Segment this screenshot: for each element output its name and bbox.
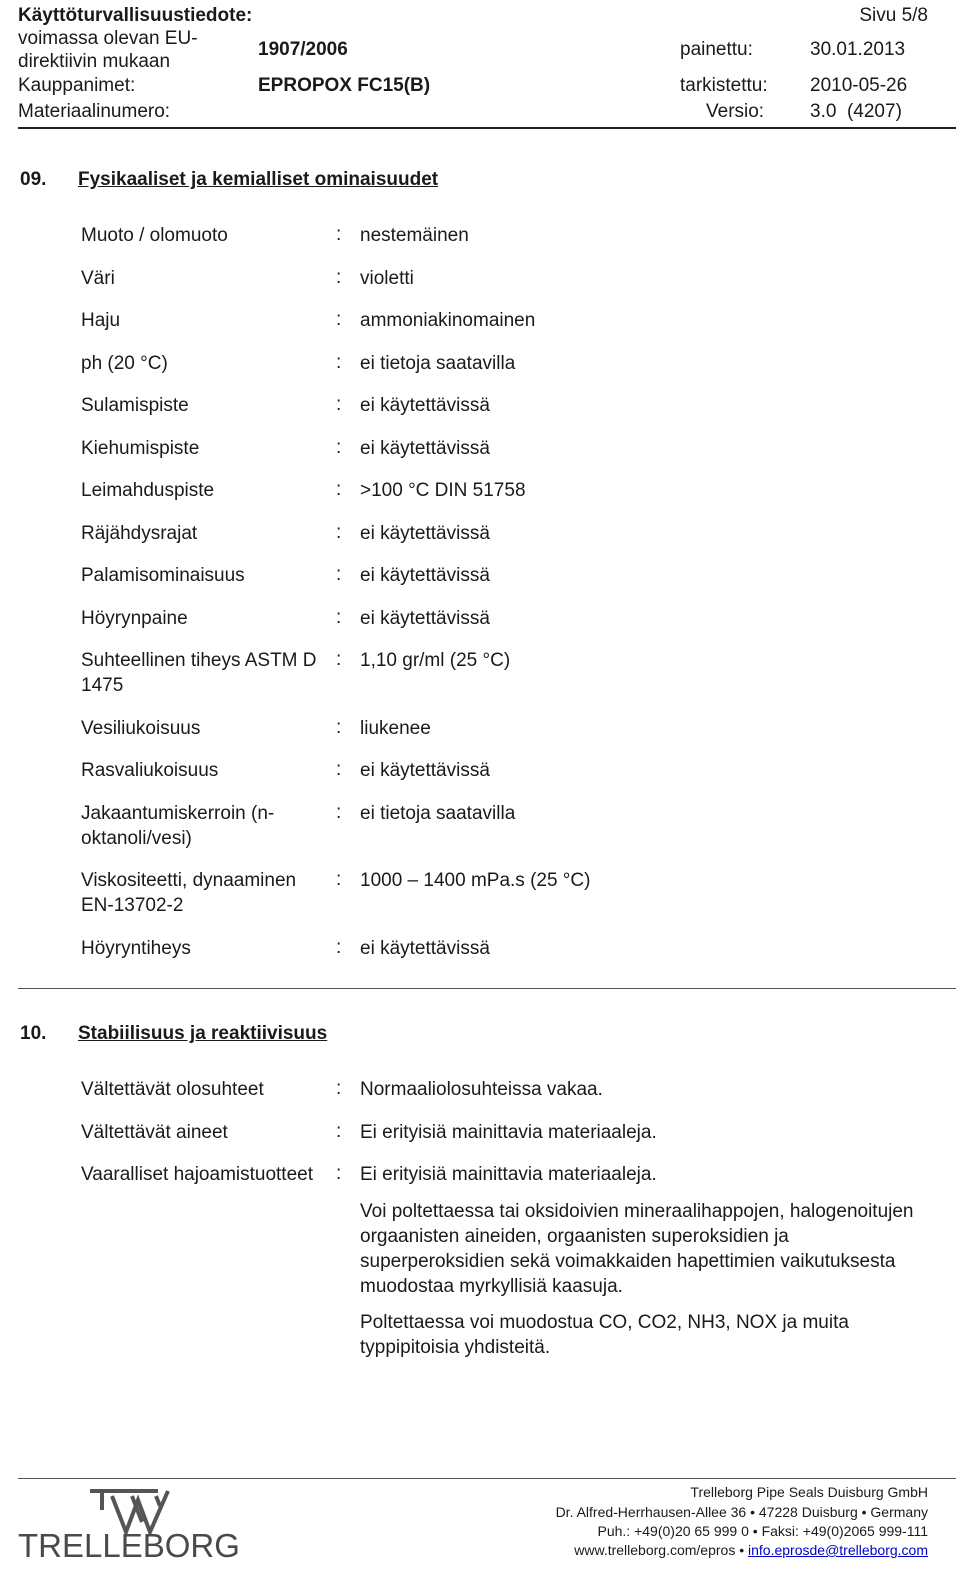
regulation-number: 1907/2006 xyxy=(258,39,348,60)
property-value: ei käytettävissä xyxy=(360,608,490,629)
regulation-text-line1: voimassa olevan EU- xyxy=(18,28,198,49)
property-value: 1,10 gr/ml (25 °C) xyxy=(360,650,511,671)
property-colon: : xyxy=(336,649,342,670)
page-number: Sivu 5/8 xyxy=(859,5,928,26)
footer-company: Trelleborg Pipe Seals Duisburg GmbH xyxy=(690,1484,928,1500)
property-label: Vesiliukoisuus xyxy=(81,718,201,739)
material-number-label: Materiaalinumero: xyxy=(18,101,171,122)
section-9-number: 09. xyxy=(20,169,47,190)
combustion-note: Poltettaessa voi muodostua CO, CO2, NH3, NOX ja muita typpipitoisia yhdisteitä. xyxy=(360,1312,849,1358)
version-number: 3.0 (4207) xyxy=(810,101,902,122)
property-colon: : xyxy=(336,607,342,628)
decomposition-note: Voi poltettaessa tai oksidoivien mineraalihappojen, halogenoitujen orgaanisten aineiden, orgaanisten superoksidien ja superperoksidien sekä voimakkaiden hapettimien vaikutuksesta muodostaa myrkyllisiä kaasuja. xyxy=(360,1201,914,1297)
property-label: Viskositeetti, dynaaminen EN-13702-2 xyxy=(81,870,297,916)
property-value: violetti xyxy=(360,268,414,289)
property-label: Vältettävät olosuhteet xyxy=(81,1079,264,1100)
header-divider xyxy=(18,127,956,129)
section-divider xyxy=(18,988,956,989)
document-type: Käyttöturvallisuustiedote: xyxy=(18,5,253,26)
property-colon: : xyxy=(336,564,342,585)
revised-label: tarkistettu: xyxy=(680,75,768,96)
property-value: 1000 – 1400 mPa.s (25 °C) xyxy=(360,870,591,891)
property-colon: : xyxy=(336,224,342,245)
property-colon: : xyxy=(336,522,342,543)
property-colon: : xyxy=(336,1078,342,1099)
footer-divider xyxy=(18,1478,956,1479)
property-label: Haju xyxy=(81,310,121,331)
printed-date: 30.01.2013 xyxy=(810,39,906,60)
property-value: >100 °C DIN 51758 xyxy=(360,480,526,501)
property-label: Leimahduspiste xyxy=(81,480,215,501)
property-value: ei käytettävissä xyxy=(360,565,490,586)
property-value: ei tietoja saatavilla xyxy=(360,803,516,824)
property-colon: : xyxy=(336,479,342,500)
property-value: nestemäinen xyxy=(360,225,469,246)
property-label: Palamisominaisuus xyxy=(81,565,245,586)
version-label: Versio: xyxy=(706,101,765,122)
property-label: Sulamispiste xyxy=(81,395,189,416)
property-colon: : xyxy=(336,437,342,458)
property-label: Höyryntiheys xyxy=(81,938,191,959)
property-label: Vaaralliset hajoamistuotteet xyxy=(81,1164,313,1185)
property-label: Muoto / olomuoto xyxy=(81,225,228,246)
section-10-number: 10. xyxy=(20,1023,47,1044)
property-label: Höyrynpaine xyxy=(81,608,188,629)
section-9-title: Fysikaaliset ja kemialliset ominaisuudet xyxy=(78,169,439,190)
footer-phone: Puh.: +49(0)20 65 999 0 • Faksi: +49(0)2065 999-111 xyxy=(597,1523,928,1539)
section-10-title: Stabiilisuus ja reaktiivisuus xyxy=(78,1023,328,1044)
property-value: Ei erityisiä mainittavia materiaaleja. xyxy=(360,1122,657,1143)
property-label: Kiehumispiste xyxy=(81,438,200,459)
property-colon: : xyxy=(336,309,342,330)
property-label: Rasvaliukoisuus xyxy=(81,760,219,781)
property-value: ammoniakinomainen xyxy=(360,310,536,331)
trade-name-label: Kauppanimet: xyxy=(18,75,136,96)
property-label: Suhteellinen tiheys ASTM D 1475 xyxy=(81,650,317,696)
printed-label: painettu: xyxy=(680,39,753,60)
footer-web xyxy=(574,1542,928,1558)
footer-website[interactable]: www.trelleborg.com/epros • xyxy=(574,1542,749,1558)
property-colon: : xyxy=(336,717,342,738)
footer-address: Dr. Alfred-Herrhausen-Allee 36 • 47228 Duisburg • Germany xyxy=(555,1504,928,1520)
property-value: liukenee xyxy=(360,718,431,739)
property-label: Väri xyxy=(81,268,115,289)
property-colon: : xyxy=(336,352,342,373)
property-value: Normaaliolosuhteissa vakaa. xyxy=(360,1079,603,1100)
property-label: Räjähdysrajat xyxy=(81,523,198,544)
property-value: Ei erityisiä mainittavia materiaaleja. xyxy=(360,1164,657,1185)
trade-name: EPROPOX FC15(B) xyxy=(258,75,431,96)
property-colon: : xyxy=(336,802,342,823)
property-colon: : xyxy=(336,1163,342,1184)
footer-email-link[interactable]: info.eprosde@trelleborg.com xyxy=(748,1542,928,1558)
property-label: Jakaantumiskerroin (n-oktanoli/vesi) xyxy=(81,803,275,849)
property-colon: : xyxy=(336,759,342,780)
property-value: ei käytettävissä xyxy=(360,938,490,959)
property-colon: : xyxy=(336,267,342,288)
property-colon: : xyxy=(336,869,342,890)
property-label: ph (20 °C) xyxy=(81,353,168,374)
property-value: ei käytettävissä xyxy=(360,395,490,416)
property-value: ei käytettävissä xyxy=(360,438,490,459)
property-value: ei tietoja saatavilla xyxy=(360,353,516,374)
revised-date: 2010-05-26 xyxy=(810,75,908,96)
property-colon: : xyxy=(336,937,342,958)
property-colon: : xyxy=(336,394,342,415)
logo-wordmark: TRELLEBORG xyxy=(18,1527,240,1564)
property-value: ei käytettävissä xyxy=(360,523,490,544)
regulation-text-line2: direktiivin mukaan xyxy=(18,51,171,72)
property-label: Vältettävät aineet xyxy=(81,1122,228,1143)
property-colon: : xyxy=(336,1121,342,1142)
property-value: ei käytettävissä xyxy=(360,760,490,781)
